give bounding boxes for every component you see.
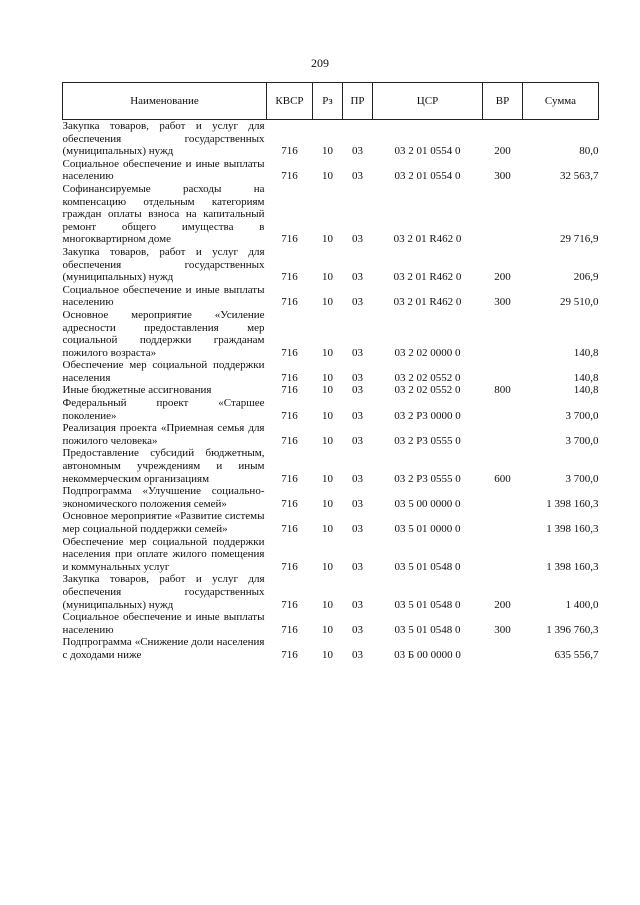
budget-table — [62, 82, 599, 662]
cell-sum: 29 716,9 — [560, 233, 599, 246]
cell-rz: 10 — [322, 170, 333, 183]
cell-kvsr: 716 — [281, 560, 298, 573]
table-row — [63, 158, 599, 183]
cell-csr: 03 5 00 0000 0 — [394, 497, 461, 510]
cell-vr: 800 — [494, 384, 511, 397]
cell-vr: 300 — [494, 623, 511, 636]
table-row — [63, 422, 599, 447]
cell-sum: 1 396 760,3 — [546, 623, 599, 636]
cell-rz: 10 — [322, 497, 333, 510]
cell-rz: 10 — [322, 296, 333, 309]
cell-name: Закупка товаров, работ и услуг для обеспечения государственных (муниципальных) нужд — [62, 573, 265, 611]
cell-rz: 10 — [322, 523, 333, 535]
table-header-row — [63, 83, 599, 120]
cell-rz: 10 — [322, 346, 333, 359]
cell-csr: 03 2 P3 0000 0 — [394, 409, 461, 422]
cell-rz: 10 — [322, 271, 333, 284]
cell-pr: 03 — [352, 371, 363, 384]
cell-vr — [483, 636, 523, 661]
cell-name: Социальное обеспечение и иные выплаты населению — [62, 157, 265, 183]
cell-pr: 03 — [352, 145, 363, 158]
cell-sum: 32 563,7 — [560, 170, 599, 183]
cell-vr — [483, 359, 523, 384]
cell-name: Иные бюджетные ассигнования — [62, 384, 212, 397]
cell-vr: 200 — [494, 598, 511, 611]
cell-csr: 03 2 02 0000 0 — [394, 346, 461, 359]
table-row — [63, 447, 599, 485]
cell-rz: 10 — [322, 434, 333, 447]
cell-rz: 10 — [322, 623, 333, 636]
cell-rz: 10 — [322, 384, 333, 397]
cell-rz: 10 — [322, 409, 333, 422]
cell-name: Софинансируемые расходы на компенсацию отдельным категориям граждан оплаты взноса на капитальный ремонт общего имущества в многоквартирном доме — [62, 182, 265, 246]
cell-sum: 140,8 — [573, 384, 599, 397]
header-csr: ЦСР — [373, 83, 483, 120]
cell-pr: 03 — [352, 409, 363, 422]
page-number: 209 — [311, 56, 329, 70]
cell-vr — [483, 397, 523, 422]
cell-csr: 03 5 01 0548 0 — [394, 598, 461, 611]
cell-rz: 10 — [322, 472, 333, 485]
table-row — [63, 359, 599, 384]
cell-pr: 03 — [352, 560, 363, 573]
cell-csr: 03 2 01 R462 0 — [393, 296, 462, 309]
cell-csr: 03 Б 00 0000 0 — [394, 648, 461, 661]
cell-pr: 03 — [352, 472, 363, 485]
cell-sum: 1 398 160,3 — [546, 523, 599, 535]
cell-vr — [483, 536, 523, 574]
table-row — [63, 397, 599, 422]
cell-pr: 03 — [352, 271, 363, 284]
table-row — [63, 309, 599, 359]
cell-rz: 10 — [322, 598, 333, 611]
cell-kvsr: 716 — [281, 271, 298, 284]
cell-csr: 03 2 01 0554 0 — [394, 170, 461, 183]
cell-pr: 03 — [352, 497, 363, 510]
header-sum: Сумма — [523, 83, 599, 120]
cell-kvsr: 716 — [281, 233, 298, 246]
cell-kvsr: 716 — [281, 598, 298, 611]
header-kvsr: КВСР — [267, 83, 313, 120]
cell-kvsr: 716 — [281, 472, 298, 485]
cell-kvsr: 716 — [281, 346, 298, 359]
cell-sum: 80,0 — [579, 145, 599, 158]
cell-csr: 03 2 01 R462 0 — [393, 271, 462, 284]
table-row — [63, 636, 599, 661]
cell-name: Предоставление субсидий бюджетным, автономным учреждениям и иным некоммерческим организациям — [62, 447, 265, 485]
cell-kvsr: 716 — [281, 371, 298, 384]
cell-vr — [483, 510, 523, 535]
table-row — [63, 183, 599, 246]
cell-sum: 1 398 160,3 — [546, 497, 599, 510]
cell-name: Закупка товаров, работ и услуг для обеспечения государственных (муниципальных) нужд — [62, 245, 265, 284]
table-row — [63, 284, 599, 309]
cell-csr: 03 5 01 0548 0 — [394, 623, 461, 636]
cell-csr: 03 2 02 0552 0 — [394, 371, 461, 384]
cell-kvsr: 716 — [281, 434, 298, 447]
cell-vr: 200 — [494, 145, 511, 158]
cell-name: Социальное обеспечение и иные выплаты населению — [62, 283, 265, 309]
cell-kvsr: 716 — [281, 384, 298, 397]
cell-vr: 300 — [494, 170, 511, 183]
cell-vr — [483, 309, 523, 359]
cell-sum: 140,8 — [573, 371, 599, 384]
cell-vr: 600 — [494, 472, 511, 485]
cell-sum: 635 556,7 — [554, 648, 599, 661]
table-row — [63, 485, 599, 510]
cell-vr: 300 — [494, 296, 511, 309]
cell-sum: 3 700,0 — [565, 409, 599, 422]
cell-pr: 03 — [352, 598, 363, 611]
cell-pr: 03 — [352, 434, 363, 447]
cell-pr: 03 — [352, 346, 363, 359]
table-row — [63, 611, 599, 636]
cell-csr: 03 2 P3 0555 0 — [394, 472, 461, 485]
cell-kvsr: 716 — [281, 170, 298, 183]
cell-vr — [483, 485, 523, 510]
cell-pr: 03 — [352, 623, 363, 636]
cell-name: Обеспечение мер социальной поддержки населения при оплате жилого помещения и коммунальных услуг — [62, 535, 265, 573]
cell-kvsr: 716 — [281, 296, 298, 309]
cell-kvsr: 716 — [281, 497, 298, 510]
cell-sum: 3 700,0 — [565, 472, 599, 485]
cell-pr: 03 — [352, 296, 363, 309]
cell-csr: 03 2 01 R462 0 — [393, 233, 462, 246]
cell-sum: 1 398 160,3 — [546, 560, 599, 573]
header-pr: ПР — [343, 83, 373, 120]
table-row — [63, 120, 599, 158]
cell-name: Основное мероприятие «Развитие системы мер социальной поддержки семей» — [62, 510, 265, 535]
cell-rz: 10 — [322, 648, 333, 661]
cell-name: Реализация проекта «Приемная семья для пожилого человека» — [62, 422, 265, 447]
cell-name: Федеральный проект «Старшее поколение» — [62, 397, 265, 422]
cell-rz: 10 — [322, 233, 333, 246]
header-rz: Рз — [313, 83, 343, 120]
cell-kvsr: 716 — [281, 648, 298, 661]
table-row — [63, 510, 599, 535]
table-row — [63, 384, 599, 397]
cell-csr: 03 2 P3 0555 0 — [394, 434, 461, 447]
cell-vr — [483, 183, 523, 246]
cell-pr: 03 — [352, 384, 363, 397]
cell-pr: 03 — [352, 648, 363, 661]
table-row — [63, 246, 599, 284]
cell-pr: 03 — [352, 170, 363, 183]
cell-sum: 206,9 — [573, 271, 599, 284]
cell-vr — [483, 422, 523, 447]
cell-sum: 140,8 — [573, 346, 599, 359]
cell-rz: 10 — [322, 145, 333, 158]
header-vr: ВР — [483, 83, 523, 120]
cell-kvsr: 716 — [281, 523, 298, 535]
cell-rz: 10 — [322, 371, 333, 384]
cell-csr: 03 5 01 0000 0 — [394, 523, 461, 535]
cell-csr: 03 5 01 0548 0 — [394, 560, 461, 573]
cell-sum: 3 700,0 — [565, 434, 599, 447]
header-name: Наименование — [63, 83, 267, 120]
cell-name: Социальное обеспечение и иные выплаты населению — [62, 611, 265, 636]
table-row — [63, 573, 599, 611]
cell-name: Подпрограмма «Улучшение социально-экономического положения семей» — [62, 485, 265, 510]
cell-csr: 03 2 01 0554 0 — [394, 145, 461, 158]
cell-rz: 10 — [322, 560, 333, 573]
cell-name: Подпрограмма «Снижение доли населения с доходами ниже — [62, 636, 265, 661]
cell-kvsr: 716 — [281, 409, 298, 422]
cell-kvsr: 716 — [281, 145, 298, 158]
cell-name: Закупка товаров, работ и услуг для обеспечения государственных (муниципальных) нужд — [62, 120, 265, 158]
table-body — [63, 120, 599, 662]
table-row — [63, 536, 599, 574]
cell-pr: 03 — [352, 233, 363, 246]
cell-csr: 03 2 02 0552 0 — [394, 384, 461, 397]
cell-name: Основное мероприятие «Усиление адресности предоставления мер социальной поддержки гражданам пожилого возраста» — [62, 308, 265, 359]
cell-name: Обеспечение мер социальной поддержки населения — [62, 359, 265, 384]
cell-sum: 1 400,0 — [565, 598, 599, 611]
cell-kvsr: 716 — [281, 623, 298, 636]
cell-pr: 03 — [352, 523, 363, 535]
cell-sum: 29 510,0 — [560, 296, 599, 309]
cell-vr: 200 — [494, 271, 511, 284]
